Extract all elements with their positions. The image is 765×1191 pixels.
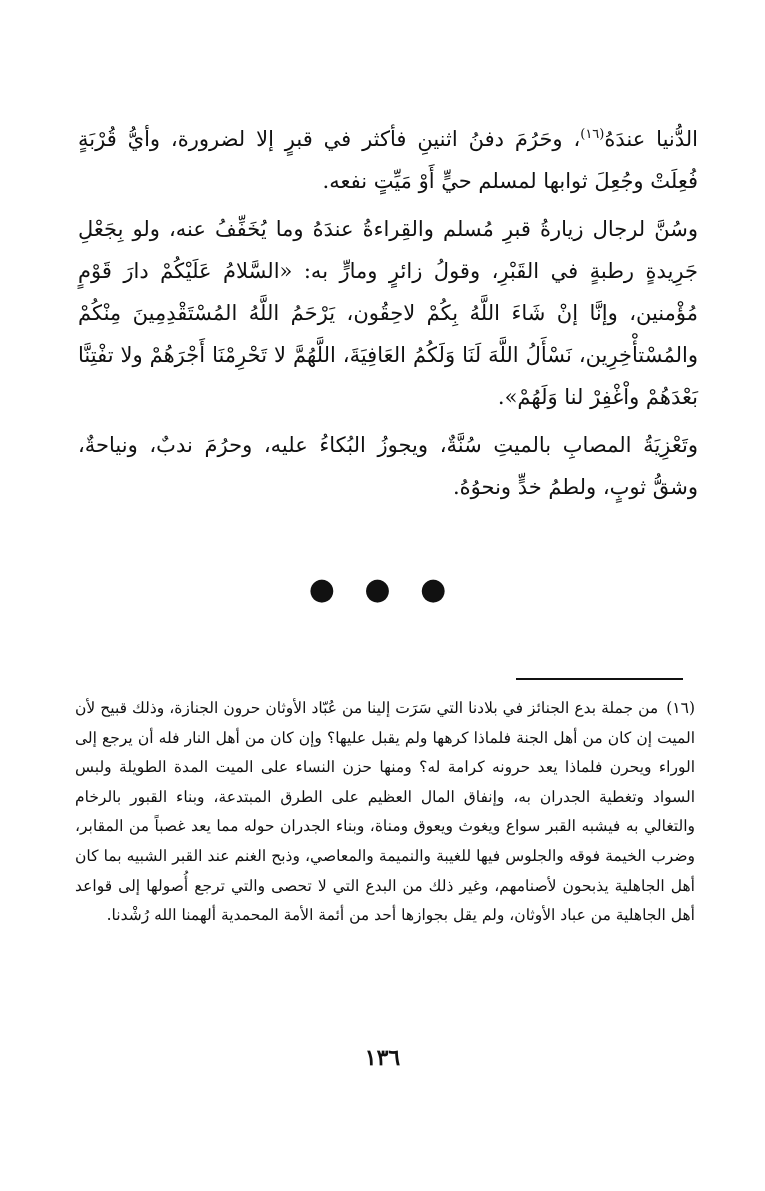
paragraph-burial [78,118,698,202]
page-number: ١٣٦ [364,1045,401,1071]
footnote [75,694,695,931]
paragraph-grave-visit: وسُنَّ لرجال زيارةُ قبرِ مُسلم والقِراءةُ عندَهُ وما يُخَفِّفُ عنه، ولو بِجَعْلِ جَرِيدةٍ رطبةٍ في القَبْرِ، وقولُ زائرٍ ومارٍّ به: «السَّلامُ عَلَيْكُمْ دارَ قَوْمٍ مُؤْمنين، وإنَّا إنْ شَاءَ اللَّهُ بِكُمْ لاحِقُون، يَرْحَمُ اللَّهُ المُسْتَقْدِمِينَ مِنْكُمْ والمُسْتأْخِرِين، نَسْأَلُ اللَّهَ لَنَا وَلَكُمُ العَافِيَةَ، اللَّهُمَّ لا تَحْرِمْنَا أَجْرَهُمْ ولا تفْتِنَّا بَعْدَهُمْ واْغْفِرْ لنا وَلَهُمْ». [78,217,698,409]
section-separator: ● ● ● [308,572,457,607]
footnote-divider [516,678,683,680]
footnote-number: (١٦) [666,699,695,717]
footnote-text: من جملة بدع الجنائز في بلادنا التي سَرَت إلينا من عُبّاد الأوثان حرون الجنازة، وذلك قبيح لأن الميت إن كان من أهل الجنة فلماذا كرهها ولم يقبل عليها؟ وإن كان من أهل النار فله أن يرجع إلى الوراء ويحرن فلماذا يعد حرونه كرامة له؟ ومنها حزن النساء على الميت المدة الطويلة ولبس السواد وتغطية الجدران به، وإنفاق المال العظيم على الطرق المبتدعة، وبناء القبور بالرخام والتغالي به فيشبه القبر سواع ويغوث ويعوق ومناة، وبناء الجدران حوله مما يعد غصباً من المقابر، وضرب الخيمة فوقه والجلوس فيها للغيبة والنميمة والمعاصي، وذبح الغنم عند القبر الشبيه بما كان أهل الجاهلية يذبحون لأصنامهم، وغير ذلك من البدع التي لا تحصى والتي ترجع أُصولها إلى قواعد أهل الجاهلية من عباد الأوثان، ولم يقل بجوازها أحد من أئمة الأمة المحمدية ألهمنا الله رُشْدنا. [75,699,695,925]
paragraph-condolence: وتَعْزِيَةُ المصابِ بالميتِ سُنَّةٌ، ويجوزُ البُكاءُ عليه، وحرُمَ ندبٌ، ونياحةٌ، وشقُّ ثوبٍ، ولطمُ خدٍّ ونحوُهُ. [78,433,698,499]
footnote-paragraph [75,694,695,931]
paragraph-text: الدُّنيا عندَهُ [604,127,699,151]
footnote-reference: (١٦) [580,127,605,142]
paragraph-text: ، وحَرُمَ دفنُ اثنينِ فأكثر في قبرٍ إلا لضرورة، وأيُّ قُرْبَةٍ فُعِلَتْ وجُعِلَ ثوابها لمسلم حيٍّ أَوْ مَيِّتٍ نفعه. [78,127,698,193]
main-text [78,118,698,514]
